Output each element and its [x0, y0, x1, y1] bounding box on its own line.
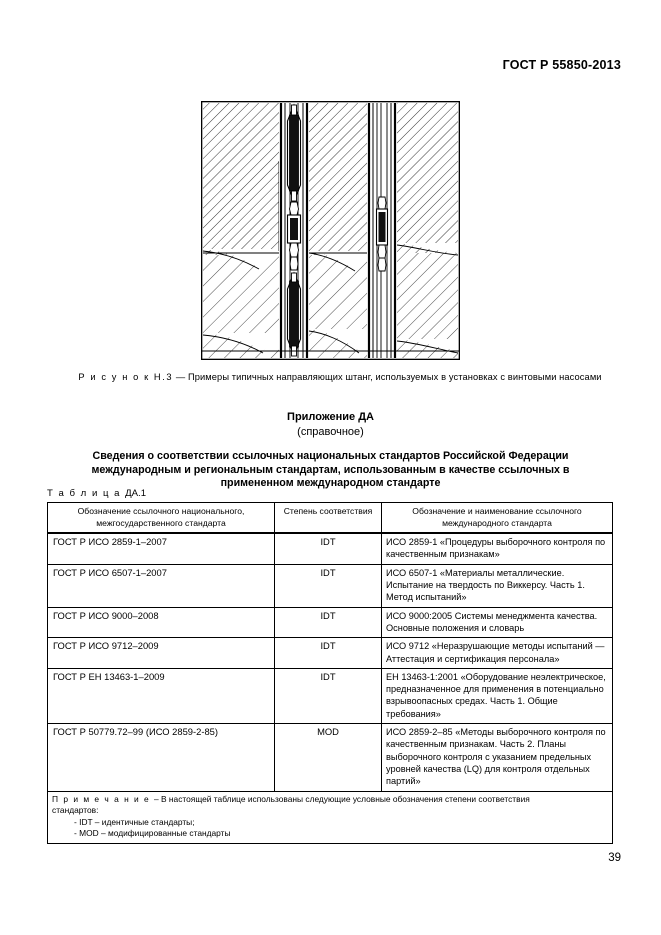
- table-row: [48, 724, 613, 791]
- figure-caption: [50, 372, 630, 382]
- note-body: – В настоящей таблице использованы следующие условные обозначения степени соответствия: [154, 793, 530, 804]
- table-label-lead: Т а б л и ц а: [47, 488, 126, 499]
- cell-degree: IDT: [275, 533, 382, 564]
- cell-national: ГОСТ Р ИСО 2859-1–2007: [48, 533, 275, 564]
- cell-degree: MOD: [275, 724, 382, 791]
- formation-middle: [309, 103, 367, 358]
- cell-international: ЕН 13463-1:2001 «Оборудование неэлектрическое, предназначенное для применения в потенциально взрывоопасных средах. Часть 1. Общие требования»: [382, 668, 613, 723]
- figure-technical-drawing: [201, 101, 460, 360]
- cell-international: ИСО 2859-2–85 «Методы выборочного контроля по качественным признакам. Часть 2. Планы выборочного контроля с указанием предельных уровней качества (LQ) для контроля отдельных партий»: [382, 724, 613, 791]
- cell-degree: IDT: [275, 607, 382, 638]
- cell-degree: IDT: [275, 638, 382, 669]
- table-head: [48, 503, 613, 534]
- page-number: 39: [608, 852, 621, 864]
- table-header-row: [48, 503, 613, 534]
- note-item-mod: - MOD – модифицированные стандарты: [74, 828, 231, 839]
- appendix-subtitle: (справочное): [297, 426, 364, 438]
- table-body: [48, 533, 613, 843]
- table-note-row: [48, 791, 613, 843]
- table-label: [47, 488, 146, 499]
- figure-caption-lead: Р и с у н о к Н.3: [78, 372, 174, 382]
- rod-string-left: [288, 103, 301, 358]
- cell-international: ИСО 9000:2005 Системы менеджмента качества. Основные положения и словарь: [382, 607, 613, 638]
- note-lead: П р и м е ч а н и е: [52, 793, 155, 804]
- note-item-idt: - IDT – идентичные стандарты;: [74, 816, 195, 827]
- cell-national: ГОСТ Р ИСО 9000–2008: [48, 607, 275, 638]
- drawing-svg: [201, 101, 460, 360]
- cell-degree: IDT: [275, 668, 382, 723]
- table-row: [48, 533, 613, 564]
- cell-national: ГОСТ Р ИСО 9712–2009: [48, 638, 275, 669]
- note-second-line: стандартов:: [52, 805, 99, 816]
- cell-international: ИСО 9712 «Неразрушающие методы испытаний — Аттестация и сертификация персонала»: [382, 638, 613, 669]
- appendix-title: Приложение ДА: [287, 411, 374, 423]
- appendix-description: Сведения о соответствии ссылочных национальных стандартов Российской Федерации международным и региональным стандартам, использованным в качестве ссылочных в примененном международном стандарте: [91, 450, 570, 490]
- formation-right: [397, 103, 458, 358]
- column-header-international: Обозначение и наименование ссылочного международного стандарта: [382, 503, 613, 534]
- table-row: [48, 668, 613, 723]
- table-label-number: ДА.1: [125, 488, 147, 499]
- table-note: [48, 791, 613, 843]
- figure-caption-text: — Примеры типичных направляющих штанг, используемых в установках с винтовыми насосами: [173, 372, 602, 382]
- cell-degree: IDT: [275, 564, 382, 607]
- document-header: ГОСТ Р 55850-2013: [502, 58, 621, 72]
- table-row: [48, 564, 613, 607]
- correspondence-table: [47, 502, 613, 844]
- table-row: [48, 638, 613, 669]
- cell-international: ИСО 6507-1 «Материалы металлические. Испытание на твердость по Виккерсу. Часть 1. Метод испытаний»: [382, 564, 613, 607]
- table-row: [48, 607, 613, 638]
- note-first-line: [52, 794, 608, 806]
- cell-national: ГОСТ Р ЕН 13463-1–2009: [48, 668, 275, 723]
- column-header-degree: Степень соответствия: [275, 503, 382, 534]
- cell-national: ГОСТ Р ИСО 6507-1–2007: [48, 564, 275, 607]
- column-header-national: Обозначение ссылочного национального, межгосударственного стандарта: [48, 503, 275, 534]
- formation-left: [203, 103, 279, 358]
- cell-international: ИСО 2859-1 «Процедуры выборочного контроля по качественным признакам»: [382, 533, 613, 564]
- cell-national: ГОСТ Р 50779.72–99 (ИСО 2859-2-85): [48, 724, 275, 791]
